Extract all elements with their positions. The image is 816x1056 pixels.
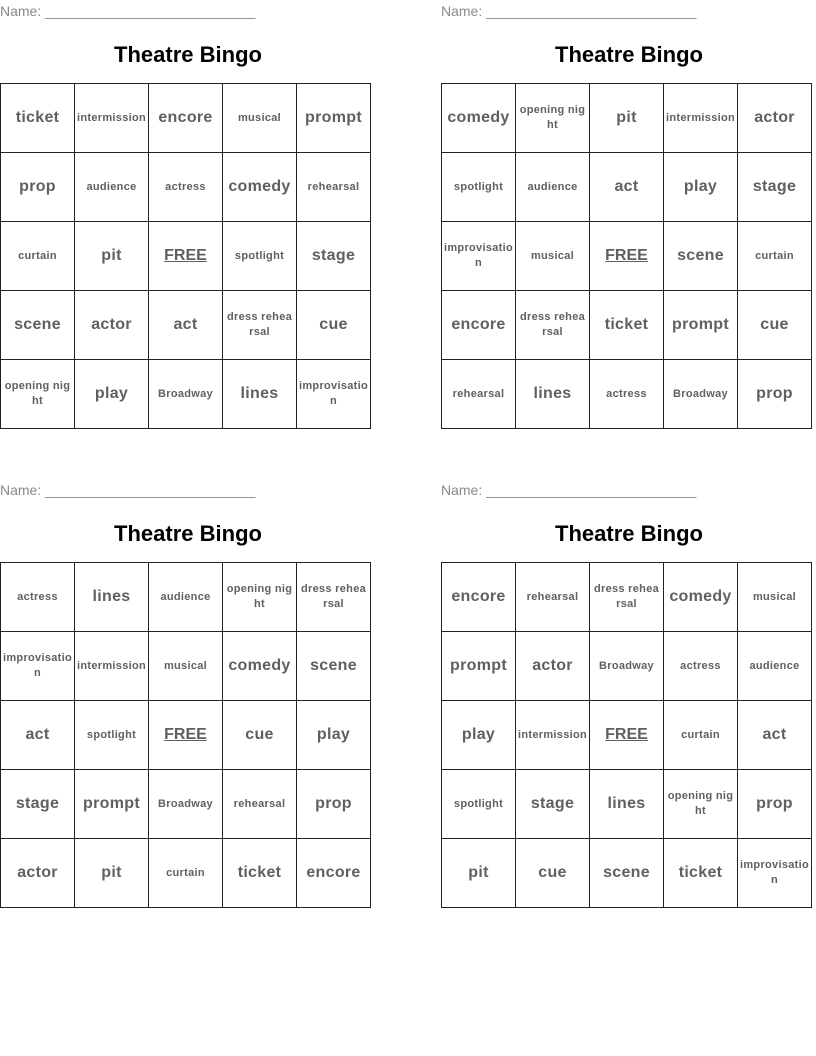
bingo-cell: musical <box>516 222 590 291</box>
bingo-cell: prompt <box>297 84 371 153</box>
bingo-cell: dress rehearsal <box>297 563 371 632</box>
bingo-cell: spotlight <box>223 222 297 291</box>
bingo-row <box>1 701 371 770</box>
bingo-cell: stage <box>516 770 590 839</box>
bingo-cell: pit <box>590 84 664 153</box>
bingo-cell: Broadway <box>590 632 664 701</box>
bingo-grid <box>441 562 812 908</box>
bingo-cell: spotlight <box>442 770 516 839</box>
bingo-cell: rehearsal <box>223 770 297 839</box>
bingo-cell: lines <box>75 563 149 632</box>
bingo-cell: actor <box>738 84 812 153</box>
bingo-cell: intermission <box>516 701 590 770</box>
bingo-cell: prompt <box>75 770 149 839</box>
bingo-cell: prompt <box>442 632 516 701</box>
bingo-cell: spotlight <box>442 153 516 222</box>
bingo-cell: rehearsal <box>297 153 371 222</box>
bingo-cell: musical <box>223 84 297 153</box>
bingo-cell: audience <box>516 153 590 222</box>
bingo-row <box>1 770 371 839</box>
bingo-row <box>1 291 371 360</box>
bingo-row <box>442 770 812 839</box>
bingo-row <box>1 153 371 222</box>
bingo-row <box>442 632 812 701</box>
bingo-grid <box>0 83 371 429</box>
bingo-cell: prop <box>738 360 812 429</box>
bingo-cell: intermission <box>75 632 149 701</box>
bingo-cell: opening night <box>664 770 738 839</box>
bingo-row <box>1 222 371 291</box>
bingo-row <box>442 701 812 770</box>
bingo-cell: lines <box>223 360 297 429</box>
bingo-cell: prop <box>297 770 371 839</box>
bingo-cell: scene <box>590 839 664 908</box>
name-field-label: Name: ___________________________ <box>0 3 256 19</box>
bingo-cell: rehearsal <box>442 360 516 429</box>
bingo-cell: rehearsal <box>516 563 590 632</box>
name-field-label: Name: ___________________________ <box>441 3 697 19</box>
bingo-cell: actress <box>149 153 223 222</box>
bingo-cell: scene <box>1 291 75 360</box>
bingo-cell: act <box>738 701 812 770</box>
bingo-cell: encore <box>297 839 371 908</box>
bingo-cell: prop <box>1 153 75 222</box>
card-title: Theatre Bingo <box>555 521 703 546</box>
bingo-cell: comedy <box>442 84 516 153</box>
free-space: FREE <box>590 701 664 770</box>
bingo-cell: actress <box>1 563 75 632</box>
bingo-cell: ticket <box>223 839 297 908</box>
bingo-cell: pit <box>442 839 516 908</box>
bingo-cell: act <box>149 291 223 360</box>
bingo-cell: improvisation <box>738 839 812 908</box>
free-space: FREE <box>149 222 223 291</box>
bingo-cell: play <box>297 701 371 770</box>
bingo-row <box>442 153 812 222</box>
bingo-cell: Broadway <box>664 360 738 429</box>
bingo-cell: actor <box>75 291 149 360</box>
name-field-label: Name: ___________________________ <box>441 482 697 498</box>
bingo-cell: encore <box>442 563 516 632</box>
bingo-cell: curtain <box>149 839 223 908</box>
bingo-cell: stage <box>1 770 75 839</box>
bingo-cell: improvisation <box>1 632 75 701</box>
bingo-cell: scene <box>664 222 738 291</box>
bingo-cell: lines <box>590 770 664 839</box>
bingo-grid <box>0 562 371 908</box>
free-space: FREE <box>590 222 664 291</box>
bingo-cell: play <box>664 153 738 222</box>
bingo-cell: curtain <box>1 222 75 291</box>
bingo-row <box>1 360 371 429</box>
bingo-cell: dress rehearsal <box>590 563 664 632</box>
bingo-row <box>442 84 812 153</box>
bingo-cell: comedy <box>664 563 738 632</box>
bingo-cell: intermission <box>664 84 738 153</box>
bingo-cell: opening night <box>1 360 75 429</box>
bingo-cell: encore <box>149 84 223 153</box>
bingo-cell: lines <box>516 360 590 429</box>
bingo-cell: encore <box>442 291 516 360</box>
bingo-cell: prop <box>738 770 812 839</box>
bingo-cell: comedy <box>223 632 297 701</box>
bingo-cell: play <box>442 701 516 770</box>
bingo-cell: comedy <box>223 153 297 222</box>
bingo-cell: dress rehearsal <box>223 291 297 360</box>
card-title: Theatre Bingo <box>114 521 262 546</box>
bingo-row <box>1 839 371 908</box>
bingo-row <box>442 563 812 632</box>
bingo-row <box>1 84 371 153</box>
bingo-cell: Broadway <box>149 360 223 429</box>
bingo-cell: actress <box>664 632 738 701</box>
bingo-cell: opening night <box>516 84 590 153</box>
card-title: Theatre Bingo <box>114 42 262 67</box>
bingo-cell: audience <box>149 563 223 632</box>
free-space: FREE <box>149 701 223 770</box>
bingo-cell: actress <box>590 360 664 429</box>
bingo-cell: scene <box>297 632 371 701</box>
bingo-row <box>442 222 812 291</box>
bingo-cell: prompt <box>664 291 738 360</box>
bingo-cell: curtain <box>664 701 738 770</box>
bingo-cell: act <box>590 153 664 222</box>
bingo-cell: musical <box>149 632 223 701</box>
bingo-row <box>442 839 812 908</box>
card-title: Theatre Bingo <box>555 42 703 67</box>
bingo-cell: ticket <box>664 839 738 908</box>
bingo-cell: cue <box>297 291 371 360</box>
bingo-grid <box>441 83 812 429</box>
bingo-cell: improvisation <box>442 222 516 291</box>
name-field-label: Name: ___________________________ <box>0 482 256 498</box>
bingo-cell: opening night <box>223 563 297 632</box>
bingo-cell: improvisation <box>297 360 371 429</box>
bingo-cell: play <box>75 360 149 429</box>
bingo-cell: cue <box>516 839 590 908</box>
bingo-row <box>442 291 812 360</box>
bingo-cell: audience <box>75 153 149 222</box>
bingo-cell: stage <box>738 153 812 222</box>
bingo-cell: ticket <box>1 84 75 153</box>
bingo-cell: stage <box>297 222 371 291</box>
bingo-cell: spotlight <box>75 701 149 770</box>
bingo-row <box>1 632 371 701</box>
bingo-cell: actor <box>516 632 590 701</box>
bingo-row <box>1 563 371 632</box>
bingo-cell: pit <box>75 222 149 291</box>
bingo-cell: cue <box>738 291 812 360</box>
bingo-cell: cue <box>223 701 297 770</box>
bingo-cell: actor <box>1 839 75 908</box>
bingo-cell: act <box>1 701 75 770</box>
bingo-cell: pit <box>75 839 149 908</box>
bingo-cell: intermission <box>75 84 149 153</box>
bingo-row <box>442 360 812 429</box>
bingo-cell: curtain <box>738 222 812 291</box>
bingo-cell: audience <box>738 632 812 701</box>
bingo-cell: dress rehearsal <box>516 291 590 360</box>
bingo-cell: ticket <box>590 291 664 360</box>
bingo-cell: Broadway <box>149 770 223 839</box>
bingo-cell: musical <box>738 563 812 632</box>
